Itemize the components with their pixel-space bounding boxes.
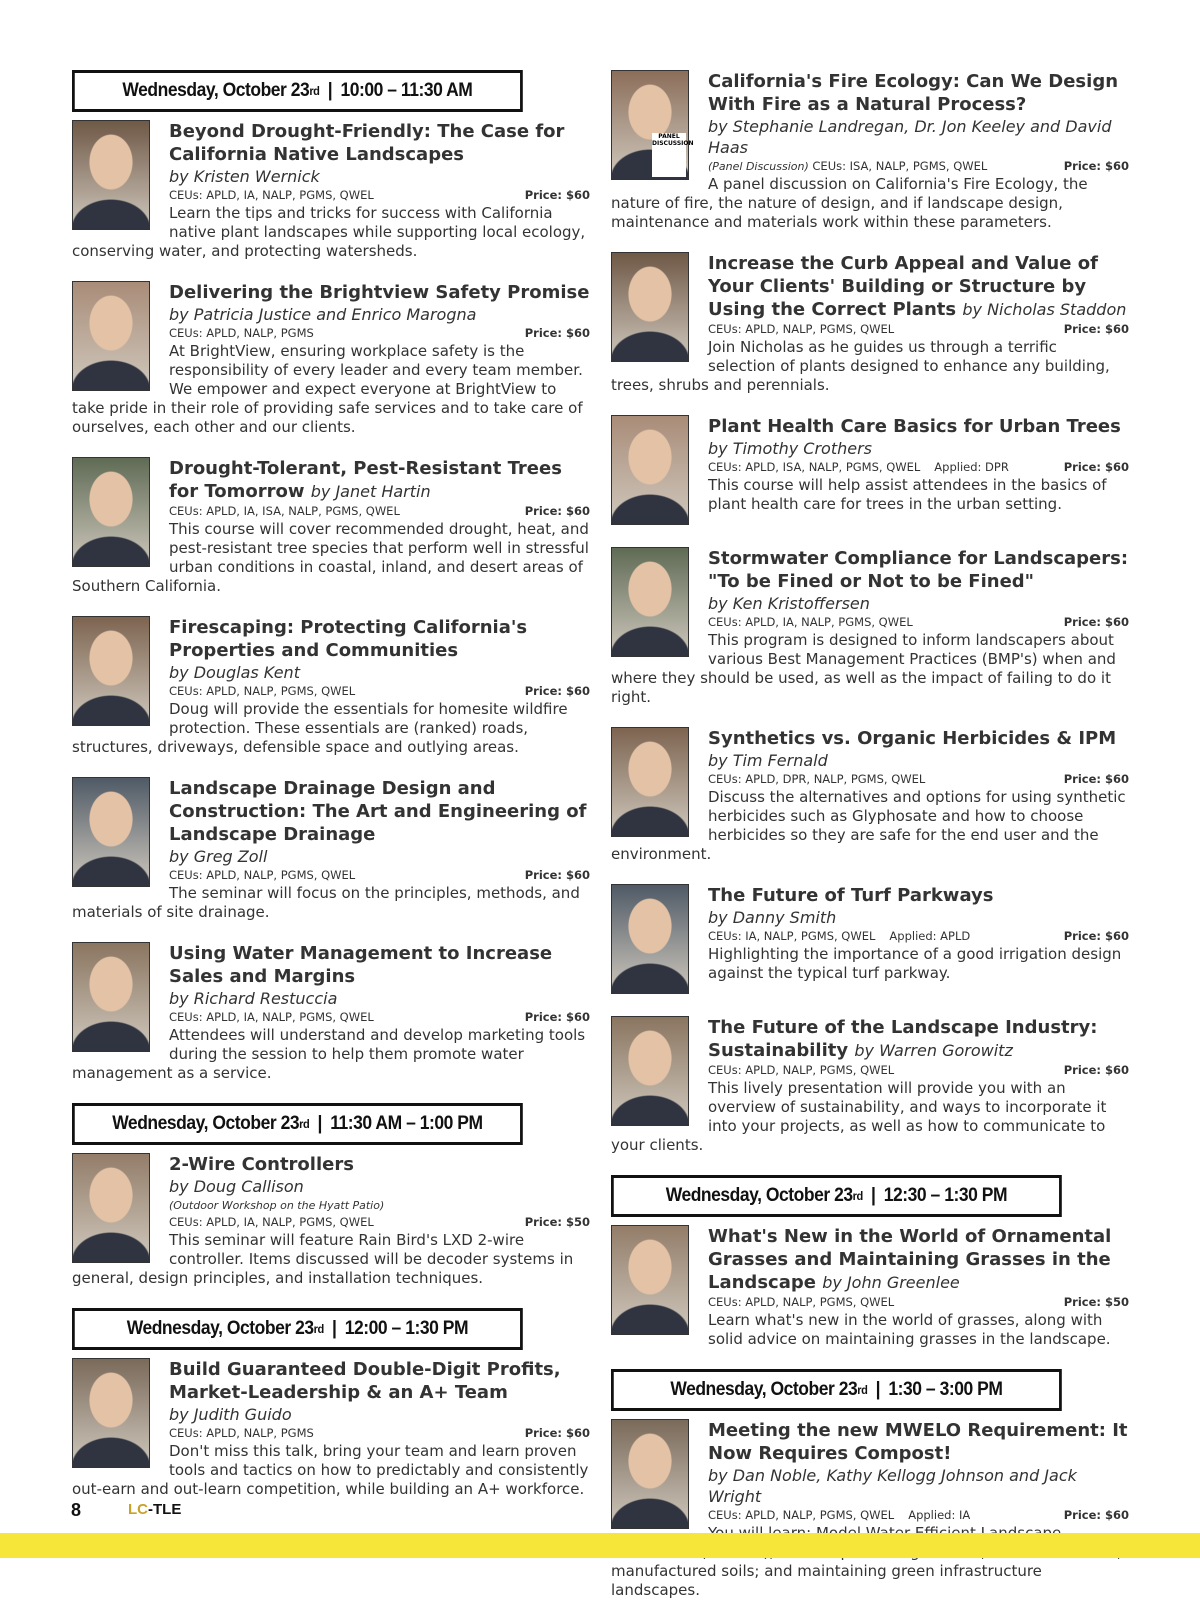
price: Price: $60 xyxy=(1063,615,1129,629)
session-title-text: California's Fire Ecology: Can We Design With Fire as a Natural Process? xyxy=(708,71,1119,115)
session-description: manufactured soils; and maintaining green infrastructure landscapes. xyxy=(611,1562,1042,1599)
session-title-text: What's New in the World of Ornamental Grasses and Maintaining Grasses in the Landscape xyxy=(708,1226,1112,1293)
price: Price: $60 xyxy=(1063,1508,1129,1522)
speaker-name: by Nicholas Staddon xyxy=(962,300,1127,319)
ceu-line xyxy=(72,1009,590,1026)
applied-credits: Applied: IA xyxy=(908,1508,971,1522)
ceu-line xyxy=(611,459,1129,476)
ceus: CEUs: APLD, NALP, PGMS, QWEL xyxy=(708,322,895,336)
session-description: Highlighting the importance of a good irrigation design against the typical turf parkway. xyxy=(708,945,1122,982)
session-title-text: Beyond Drought-Friendly: The Case for California Native Landscapes xyxy=(169,121,565,165)
price: Price: $60 xyxy=(524,684,590,698)
speaker-name: by Ken Kristoffersen xyxy=(708,594,870,613)
ordinal-suffix: rd xyxy=(852,1189,863,1203)
speaker-photo xyxy=(72,616,150,726)
session-description: Attendees will understand and develop marketing tools during the session to help them promote water management as a service. xyxy=(72,1026,586,1082)
ceu-line xyxy=(72,1425,590,1442)
price: Price: $60 xyxy=(524,326,590,340)
ceu-line xyxy=(72,867,590,884)
session xyxy=(72,616,590,757)
ceus: CEUs: APLD, NALP, PGMS, QWEL xyxy=(708,1295,895,1309)
ceus: CEUs: APLD, NALP, PGMS, QWEL xyxy=(708,1508,895,1522)
session-description: Learn the tips and tricks for success with California native plant landscapes while supporting local ecology, conserving water, and protecting watersheds. xyxy=(72,204,586,260)
time-slot-time: 1:30 – 3:00 PM xyxy=(888,1379,1003,1400)
ceus: CEUs: APLD, ISA, NALP, PGMS, QWEL xyxy=(708,460,921,474)
speaker-name: by Stephanie Landregan, Dr. Jon Keeley and David Haas xyxy=(708,117,1112,157)
ceus: CEUs: IA, NALP, PGMS, QWEL xyxy=(708,929,876,943)
price: Price: $60 xyxy=(524,1426,590,1440)
session-title-text: 2-Wire Controllers xyxy=(169,1154,354,1175)
session-description: A panel discussion on California's Fire Ecology, the nature of fire, the nature of design, and if landscape design, maintenance and materials work within these parameters. xyxy=(611,175,1088,231)
session-title-text: Stormwater Compliance for Landscapers: "To be Fined or Not to be Fined" xyxy=(708,548,1129,592)
session xyxy=(72,281,590,437)
session xyxy=(611,727,1129,864)
applied-credits: Applied: DPR xyxy=(934,460,1009,474)
separator: | xyxy=(332,1318,337,1339)
session-title-text: Synthetics vs. Organic Herbicides & IPM xyxy=(708,728,1117,749)
time-slot-time: 10:00 – 11:30 AM xyxy=(340,80,473,101)
session-description: The seminar will focus on the principles, methods, and materials of site drainage. xyxy=(72,884,580,921)
ceu-line xyxy=(611,928,1129,945)
session xyxy=(611,1016,1129,1155)
panel-discussion-badge: PANEL DISCUSSION xyxy=(652,133,686,177)
time-slot-day: Wednesday, October 23 xyxy=(670,1379,858,1400)
time-slot-header xyxy=(611,1369,1062,1411)
ceu-line xyxy=(72,683,590,700)
price: Price: $60 xyxy=(1063,772,1129,786)
ceus: CEUs: ISA, NALP, PGMS, QWEL xyxy=(812,159,988,173)
session-description: Learn what's new in the world of grasses, along with solid advice on maintaining grasses in the landscape. xyxy=(708,1311,1111,1348)
price: Price: $60 xyxy=(1063,929,1129,943)
ceu-line xyxy=(611,1294,1129,1311)
session-description: At BrightView, ensuring workplace safety is the responsibility of every leader and every team member. We empower and expect everyone at BrightView to take pride in their role of providing safe services and to take care of ourselves, each other and our clients. xyxy=(72,342,583,436)
time-slot-day: Wednesday, October 23 xyxy=(122,80,310,101)
ceu-line xyxy=(72,325,590,342)
speaker-photo xyxy=(72,1153,150,1263)
session-title-text: The Future of Turf Parkways xyxy=(708,885,994,906)
session-note: (Panel Discussion) xyxy=(708,160,809,173)
ceus: CEUs: APLD, NALP, PGMS, QWEL xyxy=(169,868,356,882)
session-description: This course will cover recommended drought, heat, and pest-resistant tree species that perform well in stressful urban conditions in coastal, inland, and desert areas of Southern California. xyxy=(72,520,589,595)
time-slot-header xyxy=(72,1308,523,1350)
speaker-photo xyxy=(611,547,689,657)
speaker-name: by Dan Noble, Kathy Kellogg Johnson and Jack Wright xyxy=(708,1466,1077,1506)
session xyxy=(611,547,1129,707)
price: Price: $60 xyxy=(524,504,590,518)
page-number: 8 xyxy=(71,1500,82,1520)
separator: | xyxy=(871,1185,876,1206)
time-slot-time: 12:00 – 1:30 PM xyxy=(344,1318,469,1339)
session xyxy=(72,777,590,922)
speaker-name: by Patricia Justice and Enrico Marogna xyxy=(169,305,477,324)
ceus: CEUs: APLD, IA, NALP, PGMS, QWEL xyxy=(708,615,913,629)
speaker-photo xyxy=(611,1225,689,1335)
session-title-text: The Future of the Landscape Industry: Sustainability xyxy=(708,1017,1098,1061)
ceus: CEUs: APLD, DPR, NALP, PGMS, QWEL xyxy=(708,772,926,786)
session-description: This program is designed to inform landscapers about various Best Management Practices (BMP's) when and where they should be used, as well as the impact of failing to do it right. xyxy=(611,631,1116,706)
session xyxy=(72,1358,590,1499)
session-description: This lively presentation will provide you with an overview of sustainability, and ways to incorporate it into your projects, as well as how to communicate to your clients. xyxy=(611,1079,1107,1154)
session xyxy=(611,1419,1129,1600)
speaker-name: by Kristen Wernick xyxy=(169,167,320,186)
ceu-line xyxy=(611,771,1129,788)
ceus: CEUs: APLD, IA, NALP, PGMS, QWEL xyxy=(169,188,374,202)
session xyxy=(72,457,590,596)
time-slot-time: 11:30 AM – 1:00 PM xyxy=(330,1113,483,1134)
price: Price: $60 xyxy=(524,188,590,202)
speaker-name: by Danny Smith xyxy=(708,908,837,927)
price: Price: $60 xyxy=(1063,460,1129,474)
session xyxy=(72,120,590,261)
ordinal-suffix: rd xyxy=(299,1117,310,1131)
speaker-photo xyxy=(72,1358,150,1468)
price: Price: $60 xyxy=(1063,322,1129,336)
session xyxy=(611,252,1129,395)
session-title-text: Meeting the new MWELO Requirement: It Now Requires Compost! xyxy=(708,1420,1128,1464)
ceu-line xyxy=(611,614,1129,631)
session xyxy=(72,1153,590,1288)
ceu-line xyxy=(72,187,590,204)
time-slot-time: 12:30 – 1:30 PM xyxy=(883,1185,1008,1206)
separator: | xyxy=(317,1113,322,1134)
session-description: Don't miss this talk, bring your team and learn proven tools and tactics on how to predictably and consistently out-earn and out-learn competition, while building an A+ workforce. xyxy=(72,1442,589,1498)
ceus: CEUs: APLD, NALP, PGMS, QWEL xyxy=(169,684,356,698)
time-slot-day: Wednesday, October 23 xyxy=(112,1113,300,1134)
price: Price: $60 xyxy=(524,868,590,882)
session xyxy=(611,70,1129,232)
ceus: CEUs: APLD, IA, ISA, NALP, PGMS, QWEL xyxy=(169,504,400,518)
ceus: CEUs: APLD, IA, NALP, PGMS, QWEL xyxy=(169,1010,374,1024)
time-slot-header xyxy=(611,1175,1062,1217)
session-description: Discuss the alternatives and options for using synthetic herbicides such as Glyphosate and how to choose herbicides so they are safe for the end user and the environment. xyxy=(611,788,1126,863)
speaker-name: by Douglas Kent xyxy=(169,663,300,682)
right-column xyxy=(611,70,1129,1620)
session-title-text: Delivering the Brightview Safety Promise xyxy=(169,282,590,303)
price: Price: $50 xyxy=(524,1215,590,1229)
session-description: Doug will provide the essentials for homesite wildfire protection. These essentials are (ranked) roads, structures, driveways, defensible space and outlying areas. xyxy=(72,700,568,756)
session xyxy=(611,884,1129,996)
ordinal-suffix: rd xyxy=(313,1322,324,1336)
separator: | xyxy=(327,80,333,101)
ceu-line xyxy=(611,1062,1129,1079)
session-title-text: Build Guaranteed Double-Digit Profits, Market-Leadership & an A+ Team xyxy=(169,1359,561,1403)
price: Price: $60 xyxy=(1063,159,1129,173)
speaker-name: by Timothy Crothers xyxy=(708,439,872,458)
session xyxy=(611,415,1129,527)
left-column xyxy=(72,70,590,1519)
time-slot-header xyxy=(72,70,523,112)
ceus: CEUs: APLD, IA, NALP, PGMS, QWEL xyxy=(169,1215,374,1229)
ceus: CEUs: APLD, NALP, PGMS xyxy=(169,326,314,340)
speaker-name: by Greg Zoll xyxy=(169,847,268,866)
session-note: (Outdoor Workshop on the Hyatt Patio) xyxy=(169,1199,385,1212)
ceu-line xyxy=(72,1214,590,1231)
price: Price: $60 xyxy=(1063,1063,1129,1077)
session-title-text: Landscape Drainage Design and Construction: The Art and Engineering of Landscape Drainage xyxy=(169,778,587,845)
time-slot-day: Wednesday, October 23 xyxy=(126,1318,314,1339)
session-title-text: Increase the Curb Appeal and Value of Your Clients' Building or Structure by Using the Correct Plants xyxy=(708,253,1098,320)
session-title-text: Drought-Tolerant, Pest-Resistant Trees for Tomorrow xyxy=(169,458,562,502)
footer-bar xyxy=(0,1533,1200,1558)
speaker-name: by Janet Hartin xyxy=(310,482,431,501)
speaker-photo xyxy=(72,942,150,1052)
speaker-name: by Doug Callison xyxy=(169,1177,304,1196)
session-title-text: Using Water Management to Increase Sales and Margins xyxy=(169,943,553,987)
speaker-name: by John Greenlee xyxy=(822,1273,960,1292)
time-slot-day: Wednesday, October 23 xyxy=(665,1185,853,1206)
session xyxy=(72,942,590,1083)
speaker-name: by Richard Restuccia xyxy=(169,989,338,1008)
speaker-photo xyxy=(611,252,689,362)
session-description: Join Nicholas as he guides us through a terrific selection of plants designed to enhance any building, trees, shrubs and perennials. xyxy=(611,338,1110,394)
applied-credits: Applied: APLD xyxy=(889,929,971,943)
ordinal-suffix: rd xyxy=(309,84,320,98)
ceu-line xyxy=(611,321,1129,338)
ceus: CEUs: APLD, NALP, PGMS xyxy=(169,1426,314,1440)
speaker-name: by Judith Guido xyxy=(169,1405,292,1424)
ceu-line xyxy=(611,158,1129,175)
price: Price: $50 xyxy=(1063,1295,1129,1309)
separator: | xyxy=(875,1379,881,1400)
speaker-name: by Tim Fernald xyxy=(708,751,828,770)
time-slot-header xyxy=(72,1103,523,1145)
session-title-text: Firescaping: Protecting California's Properties and Communities xyxy=(169,617,528,661)
speaker-photo xyxy=(72,120,150,230)
ceu-line xyxy=(72,503,590,520)
price: Price: $60 xyxy=(524,1010,590,1024)
session-description: This seminar will feature Rain Bird's LXD 2-wire controller. Items discussed will be decoder systems in general, design principles, and installation techniques. xyxy=(72,1231,574,1287)
session-title-text: Plant Health Care Basics for Urban Trees xyxy=(708,416,1121,437)
ordinal-suffix: rd xyxy=(857,1383,868,1397)
session xyxy=(611,1225,1129,1349)
ceu-line xyxy=(611,1507,1129,1524)
speaker-name: by Warren Gorowitz xyxy=(854,1041,1013,1060)
session-description: This course will help assist attendees in the basics of plant health care for trees in the urban setting. xyxy=(708,476,1107,513)
ceus: CEUs: APLD, NALP, PGMS, QWEL xyxy=(708,1063,895,1077)
brand-logo: LC-TLE xyxy=(128,1501,182,1518)
